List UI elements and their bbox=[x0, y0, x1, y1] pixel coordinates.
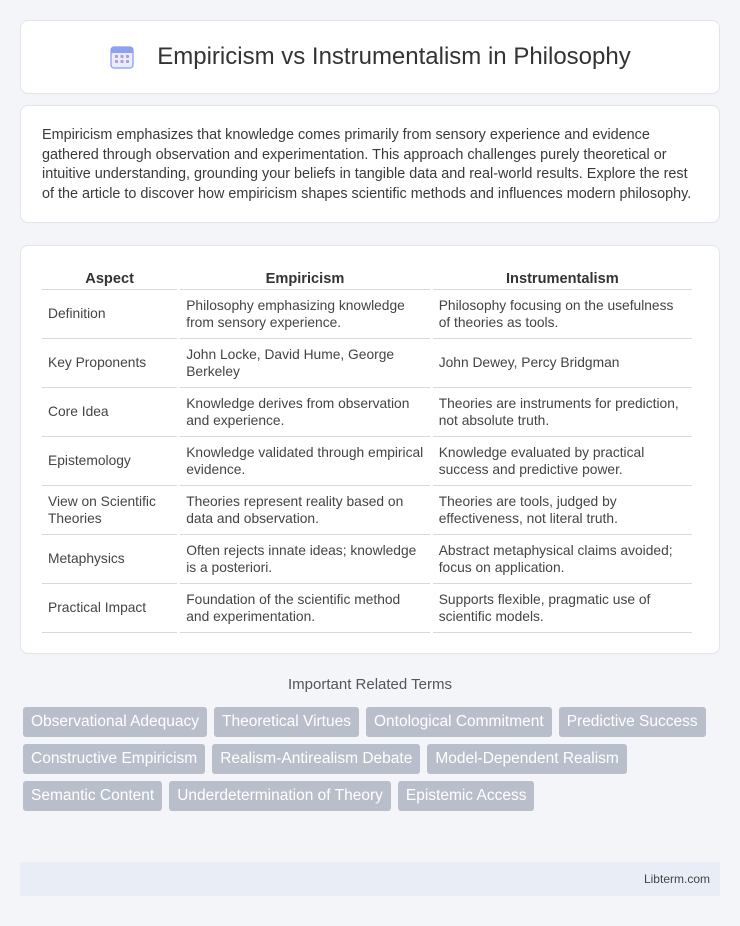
related-term-tag[interactable]: Model-Dependent Realism bbox=[427, 744, 627, 774]
cell-empiricism: Often rejects innate ideas; knowledge is a posteriori. bbox=[180, 535, 429, 584]
cell-empiricism: Knowledge validated through empirical evidence. bbox=[180, 437, 429, 486]
header-empiricism: Empiricism bbox=[180, 266, 429, 290]
cell-aspect: View on Scientific Theories bbox=[42, 486, 177, 535]
cell-empiricism: Philosophy emphasizing knowledge from sensory experience. bbox=[180, 290, 429, 339]
related-term-tag[interactable]: Ontological Commitment bbox=[366, 707, 552, 737]
cell-instrumentalism: John Dewey, Percy Bridgman bbox=[433, 339, 692, 388]
intro-paragraph: Empiricism emphasizes that knowledge comes primarily from sensory experience and evidence gathered through observation and experimentation. This approach challenges purely theoretical or intuitive understanding, grounding your beliefs in tangible data and real-world results. Explore the rest of the article to discover how empiricism shapes scientific methods and influences modern philosophy. bbox=[42, 127, 692, 202]
table-row bbox=[42, 486, 692, 535]
cell-empiricism: Knowledge derives from observation and experience. bbox=[180, 388, 429, 437]
related-term-tag[interactable]: Epistemic Access bbox=[398, 781, 535, 811]
footer bbox=[20, 862, 720, 896]
table-row bbox=[42, 584, 692, 633]
cell-empiricism: John Locke, David Hume, George Berkeley bbox=[180, 339, 429, 388]
cell-aspect: Metaphysics bbox=[42, 535, 177, 584]
related-term-tag[interactable]: Semantic Content bbox=[23, 781, 162, 811]
cell-instrumentalism: Supports flexible, pragmatic use of scientific models. bbox=[433, 584, 692, 633]
cell-aspect: Definition bbox=[42, 290, 177, 339]
related-term-tag[interactable]: Predictive Success bbox=[559, 707, 706, 737]
table-header-row bbox=[42, 266, 692, 290]
cell-aspect: Core Idea bbox=[42, 388, 177, 437]
cell-instrumentalism: Abstract metaphysical claims avoided; focus on application. bbox=[433, 535, 692, 584]
related-terms-heading: Important Related Terms bbox=[288, 676, 452, 693]
related-term-tag[interactable]: Observational Adequacy bbox=[23, 707, 207, 737]
footer-site-link[interactable]: Libterm.com bbox=[643, 872, 710, 886]
page-title: Empiricism vs Instrumentalism in Philosophy bbox=[157, 43, 631, 70]
table-row bbox=[42, 339, 692, 388]
title-card bbox=[20, 20, 720, 94]
table-row bbox=[42, 388, 692, 437]
related-term-tag[interactable]: Underdetermination of Theory bbox=[169, 781, 391, 811]
related-term-tag[interactable]: Realism-Antirealism Debate bbox=[212, 744, 420, 774]
cell-instrumentalism: Theories are tools, judged by effectiveness, not literal truth. bbox=[433, 486, 692, 535]
cell-instrumentalism: Theories are instruments for prediction, not absolute truth. bbox=[433, 388, 692, 437]
table-row bbox=[42, 535, 692, 584]
cell-aspect: Practical Impact bbox=[42, 584, 177, 633]
related-terms-list bbox=[23, 707, 723, 818]
cell-instrumentalism: Knowledge evaluated by practical success and predictive power. bbox=[433, 437, 692, 486]
header-instrumentalism: Instrumentalism bbox=[433, 266, 692, 290]
cell-aspect: Epistemology bbox=[42, 437, 177, 486]
table-row bbox=[42, 437, 692, 486]
related-term-tag[interactable]: Theoretical Virtues bbox=[214, 707, 359, 737]
cell-empiricism: Theories represent reality based on data and observation. bbox=[180, 486, 429, 535]
cell-empiricism: Foundation of the scientific method and experimentation. bbox=[180, 584, 429, 633]
calendar-icon bbox=[109, 44, 135, 70]
cell-instrumentalism: Philosophy focusing on the usefulness of theories as tools. bbox=[433, 290, 692, 339]
intro-card bbox=[20, 105, 720, 223]
header-aspect: Aspect bbox=[42, 266, 177, 290]
related-term-tag[interactable]: Constructive Empiricism bbox=[23, 744, 205, 774]
table-row bbox=[42, 290, 692, 339]
cell-aspect: Key Proponents bbox=[42, 339, 177, 388]
comparison-table-card bbox=[20, 245, 720, 654]
comparison-table bbox=[39, 266, 695, 633]
